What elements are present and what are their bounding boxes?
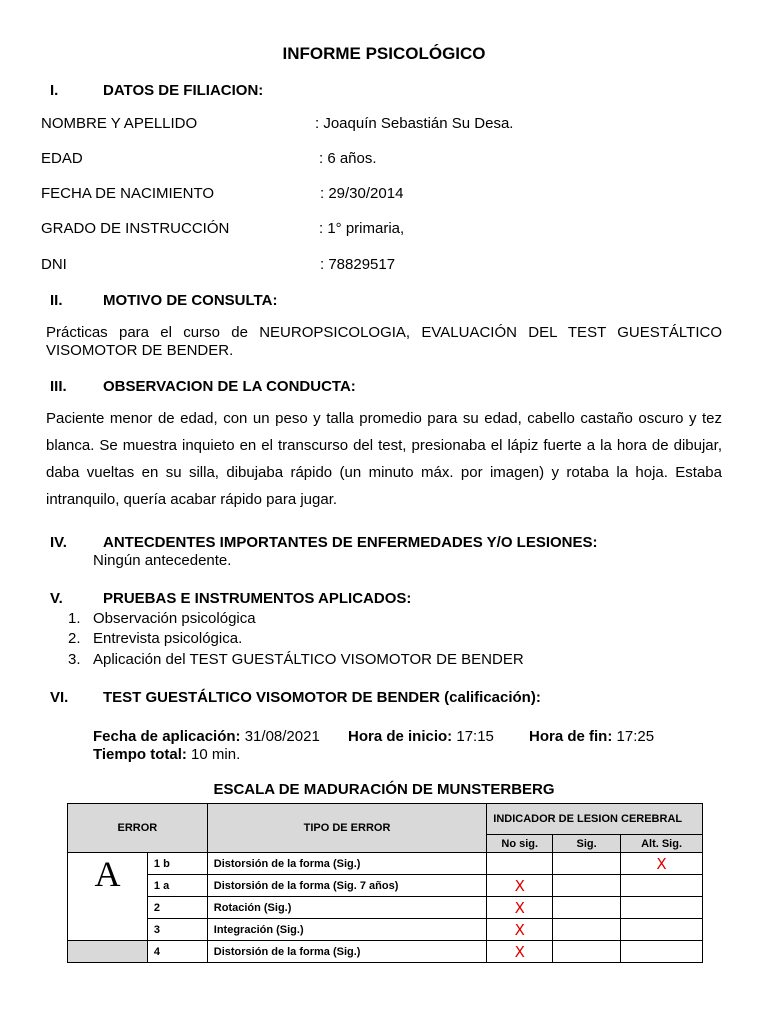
mark-alt-sig bbox=[621, 897, 703, 919]
section-3-title: OBSERVACION DE LA CONDUCTA: bbox=[103, 378, 356, 395]
table-row bbox=[68, 853, 703, 875]
hora-fin-label: Hora de fin: bbox=[529, 728, 613, 745]
filiacion-label-grado: GRADO DE INSTRUCCIÓN bbox=[41, 220, 230, 237]
mark-no-sig bbox=[487, 853, 553, 875]
section-5-number: V. bbox=[50, 590, 63, 607]
mark-no-sig: X bbox=[487, 919, 553, 941]
tiempo-total-label: Tiempo total: bbox=[93, 746, 187, 763]
instrument-item: Entrevista psicológica. bbox=[93, 630, 243, 647]
section-1-number: I. bbox=[50, 82, 59, 99]
antecedentes-text: Ningún antecedente. bbox=[93, 552, 232, 569]
error-code: 4 bbox=[147, 941, 207, 963]
escala-title: ESCALA DE MADURACIÓN DE MUNSTERBERG bbox=[213, 781, 555, 798]
instrument-number: 1. bbox=[68, 610, 81, 627]
instrument-number: 2. bbox=[68, 630, 81, 647]
section-6-number: VI. bbox=[50, 689, 69, 706]
section-3-number: III. bbox=[50, 378, 67, 395]
filiacion-value-dni: : 78829517 bbox=[320, 256, 396, 273]
header-error: ERROR bbox=[68, 804, 208, 853]
instrument-item: Observación psicológica bbox=[93, 610, 256, 627]
mark-sig bbox=[553, 941, 621, 963]
section-4-number: IV. bbox=[50, 534, 67, 551]
hora-fin bbox=[529, 728, 654, 745]
section-6-title-main: TEST GUESTÁLTICO VISOMOTOR DE BENDER bbox=[103, 689, 440, 706]
group-blank-cell bbox=[68, 941, 148, 963]
filiacion-value-grado: : 1° primaria, bbox=[319, 220, 405, 237]
section-2-number: II. bbox=[50, 292, 63, 309]
filiacion-label-nacimiento: FECHA DE NACIMIENTO bbox=[41, 185, 215, 202]
table-row bbox=[68, 875, 703, 897]
mark-sig bbox=[553, 919, 621, 941]
header-alt-sig: Alt. Sig. bbox=[621, 835, 703, 853]
mark-sig bbox=[553, 853, 621, 875]
header-sig: Sig. bbox=[553, 835, 621, 853]
header-indicador: INDICADOR DE LESION CEREBRAL bbox=[487, 804, 703, 835]
hora-inicio bbox=[348, 728, 494, 745]
mark-alt-sig bbox=[621, 941, 703, 963]
table-row bbox=[68, 919, 703, 941]
fecha-aplicacion-label: Fecha de aplicación: bbox=[93, 728, 241, 745]
table-row bbox=[68, 897, 703, 919]
filiacion-label-dni: DNI bbox=[41, 256, 67, 273]
filiacion-value-edad: : 6 años. bbox=[319, 150, 377, 167]
error-code: 1 b bbox=[147, 853, 207, 875]
section-5-title: PRUEBAS E INSTRUMENTOS APLICADOS: bbox=[103, 590, 412, 607]
error-code: 3 bbox=[147, 919, 207, 941]
error-type: Rotación (Sig.) bbox=[207, 897, 486, 919]
error-type: Distorsión de la forma (Sig. 7 años) bbox=[207, 875, 486, 897]
mark-no-sig: X bbox=[487, 875, 553, 897]
section-4-title: ANTECDENTES IMPORTANTES DE ENFERMEDADES Y/O LESIONES: bbox=[103, 534, 598, 551]
error-type: Distorsión de la forma (Sig.) bbox=[207, 853, 486, 875]
section-6-title bbox=[103, 689, 541, 706]
instrument-item: Aplicación del TEST GUESTÁLTICO VISOMOTOR DE BENDER bbox=[93, 651, 524, 668]
fecha-aplicacion bbox=[93, 728, 320, 745]
section-2-title: MOTIVO DE CONSULTA: bbox=[103, 292, 278, 309]
mark-alt-sig: X bbox=[621, 853, 703, 875]
group-label: A bbox=[68, 853, 148, 941]
mark-alt-sig bbox=[621, 919, 703, 941]
observacion-text: Paciente menor de edad, con un peso y talla promedio para su edad, cabello castaño oscuro y tez blanca. Se muestra inquieto en el transcurso del test, presionaba el lápiz fuerte a la hora de dibujar, daba vueltas en su silla, dibujaba rápido (un minuto máx. por imagen) y rotaba la hoja. Estaba intranquilo, quería acabar rápido para jugar. bbox=[46, 410, 722, 508]
table-row bbox=[68, 941, 703, 963]
filiacion-value-nombre: : Joaquín Sebastián Su Desa. bbox=[315, 115, 514, 132]
mark-alt-sig bbox=[621, 875, 703, 897]
header-no-sig: No sig. bbox=[487, 835, 553, 853]
filiacion-label-nombre: NOMBRE Y APELLIDO bbox=[41, 115, 198, 132]
mark-no-sig: X bbox=[487, 897, 553, 919]
filiacion-label-edad: EDAD bbox=[41, 150, 83, 167]
munsterberg-table bbox=[67, 803, 703, 963]
hora-inicio-label: Hora de inicio: bbox=[348, 728, 453, 745]
error-code: 1 a bbox=[147, 875, 207, 897]
document-title: INFORME PSICOLÓGICO bbox=[282, 44, 486, 63]
section-6-title-suffix: (calificación): bbox=[439, 689, 541, 706]
section-1-title: DATOS DE FILIACION: bbox=[103, 82, 264, 99]
instrument-number: 3. bbox=[68, 651, 81, 668]
header-tipo-error: TIPO DE ERROR bbox=[207, 804, 486, 853]
tiempo-total-value: 10 min. bbox=[186, 746, 241, 763]
error-type: Integración (Sig.) bbox=[207, 919, 486, 941]
mark-no-sig: X bbox=[487, 941, 553, 963]
fecha-aplicacion-value: 31/08/2021 bbox=[240, 728, 320, 745]
hora-fin-value: 17:25 bbox=[612, 728, 655, 745]
motivo-text: Prácticas para el curso de NEUROPSICOLOGIA, EVALUACIÓN DEL TEST GUESTÁLTICO VISOMOTOR DE BENDER. bbox=[46, 324, 722, 359]
hora-inicio-value: 17:15 bbox=[452, 728, 494, 745]
tiempo-total bbox=[93, 746, 240, 763]
error-code: 2 bbox=[147, 897, 207, 919]
error-type: Distorsión de la forma (Sig.) bbox=[207, 941, 486, 963]
mark-sig bbox=[553, 875, 621, 897]
filiacion-value-nacimiento: : 29/30/2014 bbox=[320, 185, 404, 202]
mark-sig bbox=[553, 897, 621, 919]
